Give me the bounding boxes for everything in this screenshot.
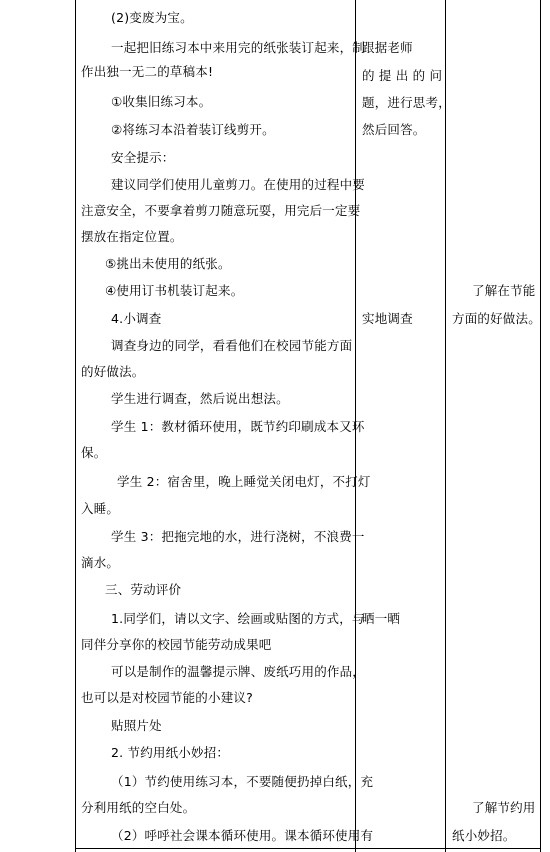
design-intent-column — [452, 0, 541, 852]
content-line: 注意安全，不要拿着剪刀随意玩耍，用完后一定要 — [81, 203, 361, 218]
content-line: 一起把旧练习本中来用完的纸张装订起来，制 — [111, 40, 366, 55]
student-activity-line: 题，进行思考， — [362, 95, 451, 110]
content-line: 滴水。 — [81, 555, 120, 570]
content-line: 三、劳动评价 — [105, 582, 182, 597]
design-intent-line: 方面的好做法。 — [452, 311, 541, 326]
content-line: ⑤挑出未使用的纸张。 — [105, 256, 231, 271]
content-line: 学生 1：教材循环使用，既节约印刷成本又环 — [111, 419, 365, 434]
content-line: 学生 3：把拖完地的水，进行浇树，不浪费一 — [111, 529, 365, 544]
content-line: 同伴分享你的校园节能劳动成果吧 — [81, 637, 272, 652]
content-line: 4.小调查 — [111, 311, 162, 326]
content-line: 学生 2：宿舍里，晚上睡觉关闭电灯，不打灯 — [117, 474, 371, 489]
design-intent-line: 了解节约用 — [472, 800, 536, 815]
content-line: 2. 节约用纸小妙招： — [111, 745, 230, 760]
content-line: 安全提示： — [111, 150, 175, 165]
lesson-content-column — [81, 0, 374, 852]
content-line: 可以是制作的温馨提示牌、废纸巧用的作品， — [111, 664, 366, 679]
content-line: 的好做法。 — [81, 364, 145, 379]
content-line: 学生进行调查，然后说出想法。 — [111, 391, 289, 406]
content-line: ①收集旧练习本。 — [111, 94, 212, 109]
student-activity-line: 跟据老师 — [362, 40, 413, 55]
table-divider-2 — [445, 0, 446, 852]
content-line: （1）节约使用练习本，不要随便扔掉白纸，充 — [111, 774, 374, 789]
design-intent-line: 了解在节能 — [472, 283, 536, 298]
content-line: （2）呼呼社会课本循环使用。课本循环使用有 — [111, 828, 374, 843]
student-activity-line: 的 提 出 的 问 — [362, 68, 443, 83]
student-activity-line: 然后回答。 — [362, 122, 426, 137]
content-line: ②将练习本沿着装订线剪开。 — [111, 122, 275, 137]
content-line: ④使用订书机装订起来。 — [105, 283, 244, 298]
content-line: 分利用纸的空白处。 — [81, 800, 196, 815]
content-line: 贴照片处 — [111, 718, 162, 733]
content-line: 建议同学们使用儿童剪刀。在使用的过程中要 — [111, 177, 366, 192]
table-border-left — [75, 0, 76, 852]
content-line: 保。 — [81, 445, 107, 460]
content-line: (2)变废为宝。 — [111, 10, 193, 25]
content-line: 调查身边的同学，看看他们在校园节能方面 — [111, 338, 353, 353]
design-intent-line: 纸小妙招。 — [452, 828, 516, 843]
student-activity-column — [362, 0, 451, 852]
student-activity-line: 实地调查 — [362, 311, 413, 326]
content-line: 也可以是对校园节能的小建议? — [81, 690, 253, 705]
content-line: 作出独一无二的草稿本! — [81, 64, 214, 79]
content-line: 摆放在指定位置。 — [81, 229, 183, 244]
content-line: 入睡。 — [81, 501, 120, 516]
content-line: 1.同学们，请以文字、绘画或贴图的方式，与 — [111, 611, 365, 626]
table-border-right — [540, 0, 541, 852]
student-activity-line: 晒一晒 — [362, 611, 401, 626]
